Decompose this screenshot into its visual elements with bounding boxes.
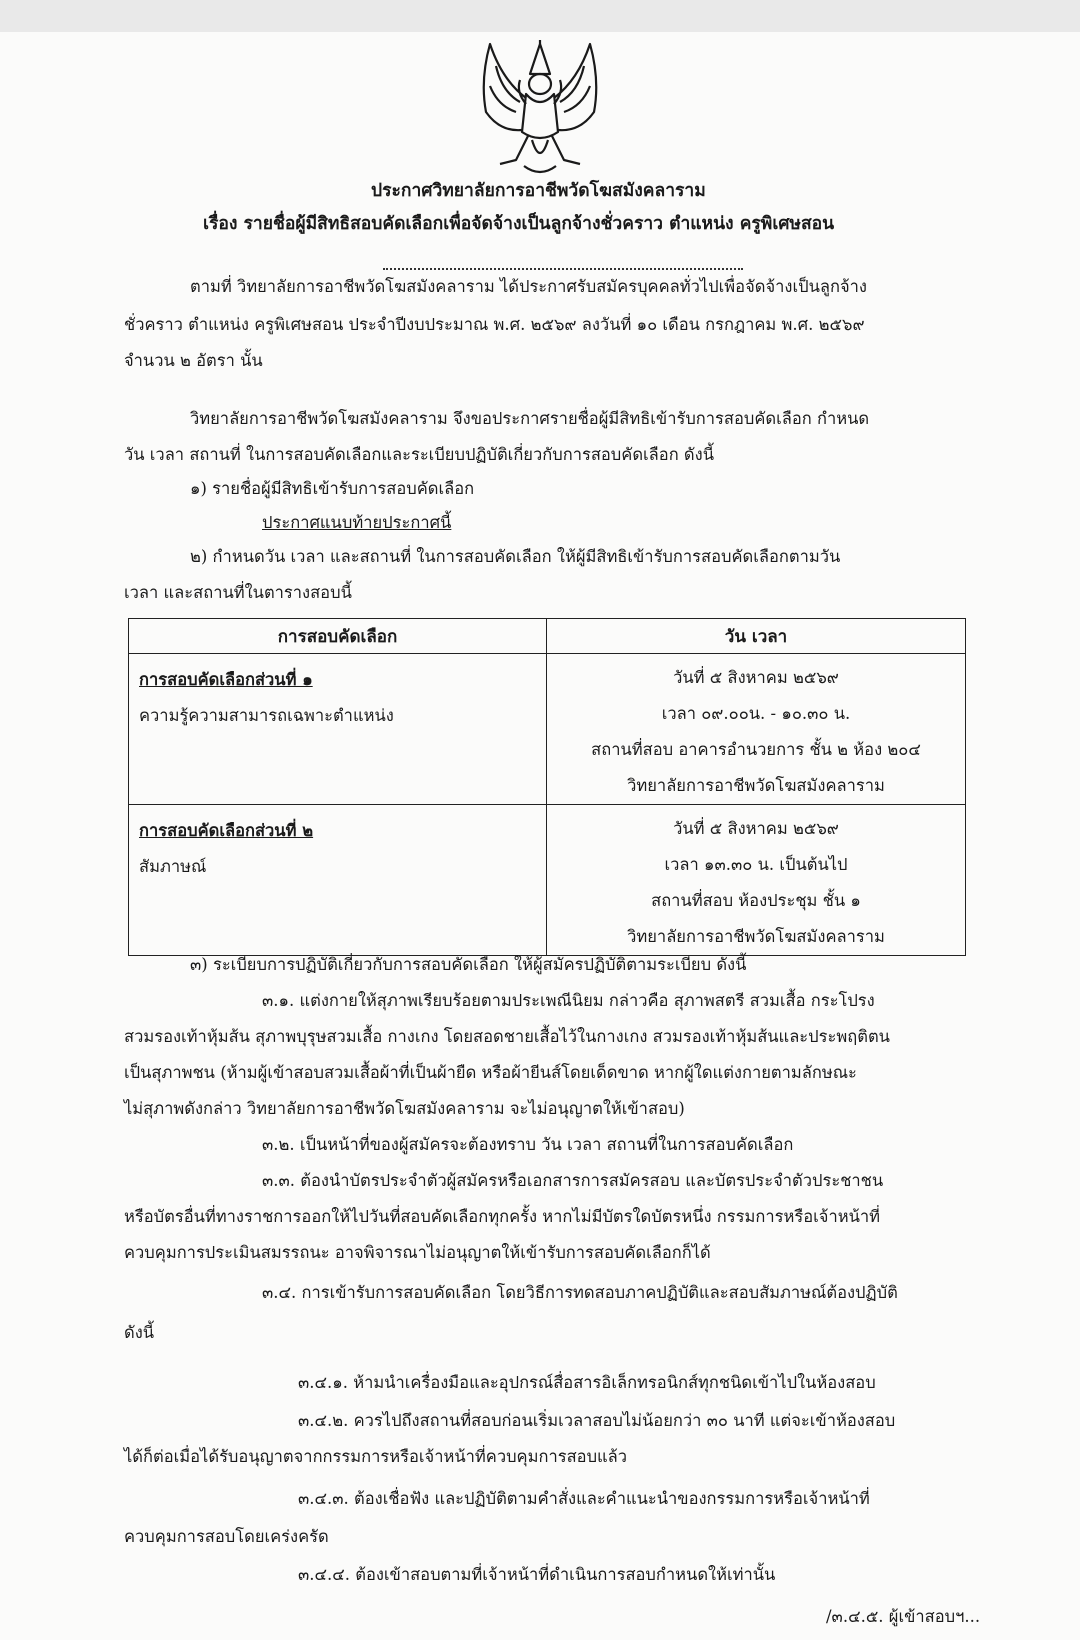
item1-attachment: ประกาศแนบท้ายประกาศนี้	[262, 513, 452, 532]
intro-line-3: จำนวน ๒ อัตรา นั้น	[124, 351, 263, 370]
exam-college: วิทยาลัยการอาชีพวัดโฆสมังคลาราม	[627, 776, 885, 795]
item2-line-2: เวลา และสถานที่ในตารางสอบนี้	[124, 583, 352, 602]
rule-3-1-line-1: ๓.๑. แต่งกายให้สุภาพเรียบร้อยตามประเพณีนิยม กล่าวคือ สุภาพสตรี สวมเสื้อ กระโปรง	[262, 991, 875, 1010]
document-page	[0, 32, 1080, 1640]
exam-place: สถานที่สอบ ห้องประชุม ชั้น ๑	[651, 891, 861, 910]
rule-3-1-line-3: เป็นสุภาพชน (ห้ามผู้เข้าสอบสวมเสื้อผ้าที่เป็นผ้ายืด หรือผ้ายีนส์โดยเด็ดขาด หากผู้ใดแต่งกายตามลักษณะ	[124, 1063, 857, 1082]
exam-schedule-table	[128, 618, 966, 956]
dotted-divider	[383, 268, 743, 270]
table-row	[129, 805, 966, 956]
datetime-cell	[547, 805, 966, 956]
exam-place: สถานที่สอบ อาคารอำนวยการ ชั้น ๒ ห้อง ๒๐๔	[591, 740, 921, 759]
table-header-row	[129, 619, 966, 654]
exam-cell	[129, 654, 547, 805]
exam-date: วันที่ ๕ สิงหาคม ๒๕๖๙	[673, 668, 839, 687]
rule-3-3-line-3: ควบคุมการประเมินสมรรถนะ อาจพิจารณาไม่อนุญาตให้เข้ารับการสอบคัดเลือกก็ได้	[124, 1243, 711, 1262]
rule-3-4-2-line-1: ๓.๔.๒. ควรไปถึงสถานที่สอบก่อนเริ่มเวลาสอบไม่น้อยกว่า ๓๐ นาที แต่จะเข้าห้องสอบ	[298, 1411, 896, 1430]
garuda-emblem-icon	[476, 40, 604, 178]
rule-3-3-line-1: ๓.๓. ต้องนำบัตรประจำตัวผู้สมัครหรือเอกสารการสมัครสอบ และบัตรประจำตัวประชาชน	[262, 1171, 884, 1190]
exam-subject: สัมภาษณ์	[139, 857, 207, 876]
exam-cell	[129, 805, 547, 956]
item2-line-1: ๒) กำหนดวัน เวลา และสถานที่ ในการสอบคัดเลือก ให้ผู้มีสิทธิเข้ารับการสอบคัดเลือกตามวัน	[190, 547, 841, 566]
intro-line-2: ชั่วคราว ตำแหน่ง ครูพิเศษสอน ประจำปีงบประมาณ พ.ศ. ๒๕๖๙ ลงวันที่ ๑๐ เดือน กรกฎาคม พ.ศ. ๒๕๖๙	[124, 315, 865, 334]
exam-time: เวลา ๐๙.๐๐น. - ๑๐.๓๐ น.	[661, 704, 851, 723]
exam-date: วันที่ ๕ สิงหาคม ๒๕๖๙	[673, 819, 839, 838]
rule-3-2: ๓.๒. เป็นหน้าที่ของผู้สมัครจะต้องทราบ วัน เวลา สถานที่ในการสอบคัดเลือก	[262, 1135, 794, 1154]
rule-3-4-4: ๓.๔.๔. ต้องเข้าสอบตามที่เจ้าหน้าที่ดำเนินการสอบกำหนดให้เท่านั้น	[298, 1565, 776, 1584]
exam-part: การสอบคัดเลือกส่วนที่ ๒	[139, 821, 314, 840]
item1-title: ๑) รายชื่อผู้มีสิทธิเข้ารับการสอบคัดเลือก	[190, 479, 475, 498]
announcement-subject: เรื่อง รายชื่อผู้มีสิทธิสอบคัดเลือกเพื่อจัดจ้างเป็นลูกจ้างชั่วคราว ตำแหน่ง ครูพิเศษสอน	[203, 214, 835, 234]
rule-3-4-line-2: ดังนี้	[124, 1323, 155, 1342]
exam-part: การสอบคัดเลือกส่วนที่ ๑	[139, 670, 313, 689]
rule-3-1-line-2: สวมรองเท้าหุ้มส้น สุภาพบุรุษสวมเสื้อ กางเกง โดยสอดชายเสื้อไว้ในกางเกง สวมรองเท้าหุ้มส้นและประพฤติตน	[124, 1027, 890, 1046]
rule-3-1-line-4: ไม่สุภาพดังกล่าว วิทยาลัยการอาชีพวัดโฆสมังคลาราม จะไม่อนุญาตให้เข้าสอบ)	[124, 1099, 685, 1118]
announcement-title: ประกาศวิทยาลัยการอาชีพวัดโฆสมังคลาราม	[371, 181, 706, 201]
table-row	[129, 654, 966, 805]
rule-3-4-2-line-2: ได้ก็ต่อเมื่อได้รับอนุญาตจากกรรมการหรือเจ้าหน้าที่ควบคุมการสอบแล้ว	[124, 1447, 628, 1466]
announce-line-2: วัน เวลา สถานที่ ในการสอบคัดเลือกและระเบียบปฏิบัติเกี่ยวกับการสอบคัดเลือก ดังนี้	[124, 445, 714, 464]
rule-3-4-3-line-1: ๓.๔.๓. ต้องเชื่อฟัง และปฏิบัติตามคำสั่งและคำแนะนำของกรรมการหรือเจ้าหน้าที่	[298, 1489, 870, 1508]
header-exam: การสอบคัดเลือก	[129, 619, 547, 654]
datetime-cell	[547, 654, 966, 805]
continued-marker: /๓.๔.๕. ผู้เข้าสอบฯ...	[826, 1607, 981, 1626]
rule-3-4-1: ๓.๔.๑. ห้ามนำเครื่องมือและอุปกรณ์สื่อสารอิเล็กทรอนิกส์ทุกชนิดเข้าไปในห้องสอบ	[298, 1373, 876, 1392]
exam-subject: ความรู้ความสามารถเฉพาะตำแหน่ง	[139, 706, 394, 725]
intro-line-1: ตามที่ วิทยาลัยการอาชีพวัดโฆสมังคลาราม ได้ประกาศรับสมัครบุคคลทั่วไปเพื่อจัดจ้างเป็นลูกจ้าง	[190, 277, 867, 296]
header-datetime: วัน เวลา	[547, 619, 966, 654]
item3-title: ๓) ระเบียบการปฏิบัติเกี่ยวกับการสอบคัดเลือก ให้ผู้สมัครปฏิบัติตามระเบียบ ดังนี้	[190, 955, 747, 974]
rule-3-4-3-line-2: ควบคุมการสอบโดยเคร่งครัด	[124, 1527, 329, 1546]
rule-3-3-line-2: หรือบัตรอื่นที่ทางราชการออกให้ไปวันที่สอบคัดเลือกทุกครั้ง หากไม่มีบัตรใดบัตรหนึ่ง กรรมการหรือเจ้าหน้าที่	[124, 1207, 881, 1226]
exam-college: วิทยาลัยการอาชีพวัดโฆสมังคลาราม	[627, 927, 885, 946]
rule-3-4-line-1: ๓.๔. การเข้ารับการสอบคัดเลือก โดยวิธีการทดสอบภาคปฏิบัติและสอบสัมภาษณ์ต้องปฏิบัติ	[262, 1283, 898, 1302]
exam-time: เวลา ๑๓.๓๐ น. เป็นต้นไป	[664, 855, 848, 874]
announce-line-1: วิทยาลัยการอาชีพวัดโฆสมังคลาราม จึงขอประกาศรายชื่อผู้มีสิทธิเข้ารับการสอบคัดเลือก กำหนด	[190, 409, 870, 428]
